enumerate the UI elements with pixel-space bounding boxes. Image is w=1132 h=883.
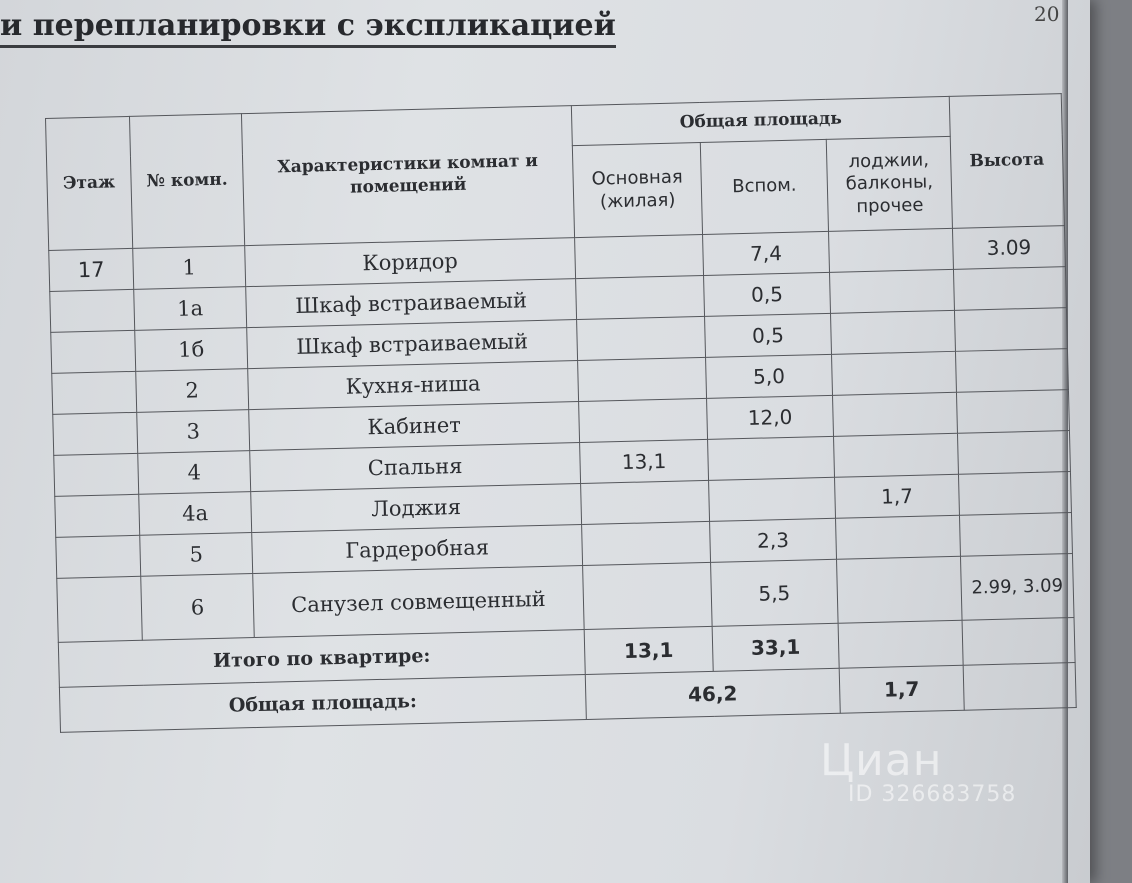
header-auxiliary: Вспом.	[700, 139, 828, 234]
cell-floor	[52, 371, 137, 414]
cian-watermark	[820, 735, 1016, 807]
cell-room-name: Коридор	[245, 238, 576, 287]
cell-main-area	[579, 398, 708, 442]
cell-loggia-area	[829, 228, 954, 272]
cell-room-number: 1	[133, 246, 246, 290]
header-characteristics: Характеристики комнат и помещений	[241, 106, 574, 246]
cell-aux-area: 12,0	[707, 395, 834, 439]
cell-room-number: 1б	[135, 328, 248, 372]
cell-main-area: 13,1	[580, 439, 709, 483]
cell-room-number: 1а	[134, 287, 247, 331]
apartment-total-main: 13,1	[584, 626, 713, 674]
total-height	[963, 662, 1076, 710]
cell-aux-area: 7,4	[703, 231, 830, 275]
cell-room-name: Кухня-ниша	[248, 361, 579, 410]
cell-aux-area: 5,5	[711, 559, 839, 626]
cell-height	[956, 390, 1069, 434]
explication-table	[45, 93, 1077, 733]
cell-aux-area: 0,5	[704, 272, 831, 316]
cell-room-name: Гардеробная	[252, 525, 583, 574]
cell-loggia-area	[832, 351, 957, 395]
cell-room-name: Шкаф встраиваемый	[247, 320, 578, 369]
cell-height	[957, 431, 1070, 475]
cell-height	[954, 308, 1067, 352]
cell-loggia-area	[836, 515, 961, 559]
apartment-total-height	[962, 618, 1075, 666]
header-main-living: Основная (жилая)	[572, 142, 702, 237]
header-room-number: № комн.	[129, 114, 244, 249]
cell-room-name: Лоджия	[251, 484, 582, 533]
cell-loggia-area	[834, 433, 959, 477]
cell-room-name: Санузел совмещенный	[253, 565, 584, 637]
cell-room-number: 4а	[139, 492, 252, 536]
cell-main-area	[583, 562, 713, 629]
cell-height	[953, 267, 1066, 311]
cell-height: 2.99, 3.09	[960, 554, 1074, 621]
cell-room-number: 4	[138, 451, 251, 495]
cell-height	[959, 513, 1072, 557]
total-loggia-value: 1,7	[839, 665, 964, 713]
cell-loggia-area	[830, 269, 955, 313]
cell-floor	[55, 494, 140, 537]
listing-id: ID 326683758	[848, 782, 1017, 807]
cell-height: 3.09	[952, 226, 1065, 270]
header-total-area: Общая площадь	[571, 96, 950, 145]
cell-main-area	[576, 275, 705, 319]
cell-loggia-area: 1,7	[835, 474, 960, 518]
cell-loggia-area	[837, 556, 963, 623]
cell-room-number: 3	[137, 410, 250, 454]
cell-room-name: Спальня	[250, 443, 581, 492]
page-title: и перепланировки с экспликацией	[0, 8, 616, 48]
cell-aux-area	[709, 477, 836, 521]
cell-floor	[50, 289, 135, 332]
cell-aux-area: 5,0	[706, 354, 833, 398]
cell-main-area	[582, 521, 711, 565]
cell-floor	[57, 576, 143, 642]
cell-floor	[53, 412, 138, 455]
cell-floor	[51, 330, 136, 373]
cell-floor	[56, 535, 141, 578]
cell-aux-area: 0,5	[705, 313, 832, 357]
cell-loggia-area	[833, 392, 958, 436]
cell-main-area	[578, 357, 707, 401]
apartment-total-loggia	[838, 620, 963, 668]
total-area-value: 46,2	[585, 668, 840, 719]
cell-room-number: 6	[141, 574, 255, 641]
header-height: Высота	[949, 94, 1064, 229]
cell-height	[958, 472, 1071, 516]
cell-main-area	[575, 234, 704, 278]
cell-room-name: Кабинет	[249, 402, 580, 451]
cell-main-area	[581, 480, 710, 524]
header-loggia: лоджии, балконы, прочее	[826, 136, 952, 231]
explication-table-wrapper	[45, 93, 1077, 733]
cell-aux-area	[708, 436, 835, 480]
cell-room-name: Шкаф встраиваемый	[246, 279, 577, 328]
header-floor: Этаж	[46, 116, 133, 250]
cell-height	[955, 349, 1068, 393]
apartment-total-aux: 33,1	[712, 623, 839, 671]
cian-logo: Циан	[820, 735, 943, 786]
cell-loggia-area	[831, 310, 956, 354]
total-area-label: Общая площадь:	[59, 674, 586, 732]
cell-floor	[54, 453, 139, 496]
page-number: 20	[1034, 2, 1060, 26]
cell-room-number: 2	[136, 369, 249, 413]
cell-main-area	[577, 316, 706, 360]
cell-aux-area: 2,3	[710, 518, 837, 562]
cell-floor: 17	[49, 248, 134, 291]
cell-room-number: 5	[140, 533, 253, 577]
apartment-total-label: Итого по квартире:	[58, 629, 585, 687]
